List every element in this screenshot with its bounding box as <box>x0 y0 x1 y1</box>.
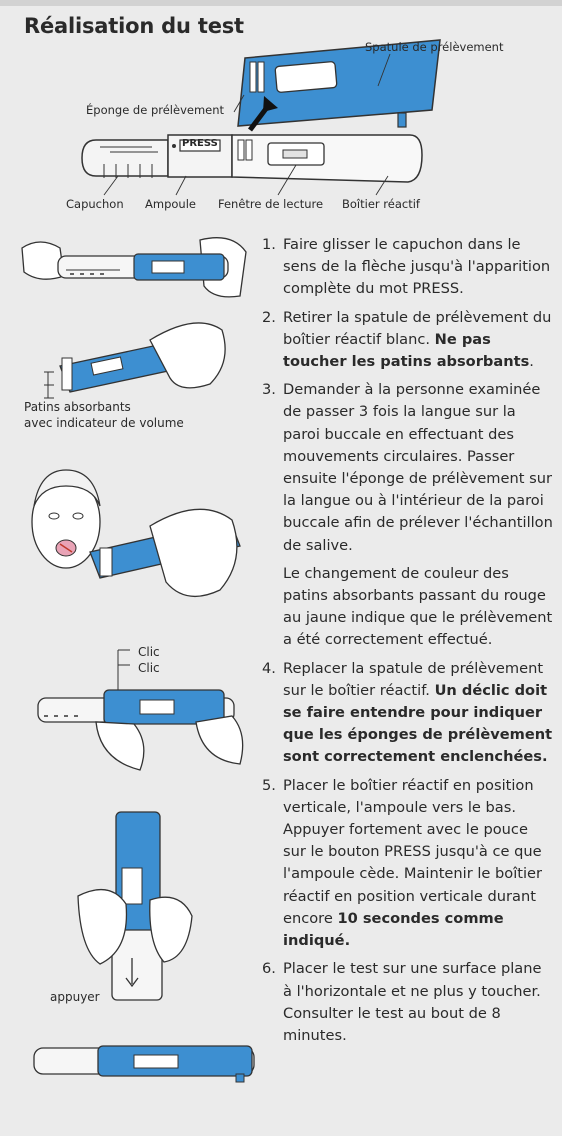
step-number: 1. <box>262 236 276 253</box>
label-fenetre: Fenêtre de lecture <box>218 197 324 211</box>
step-5 <box>262 775 554 953</box>
step2-illustration <box>44 323 225 398</box>
step-text: Faire glisser le capuchon dans le sens de la flèche jusqu'à l'apparition complète du mot PRESS. <box>283 236 551 298</box>
label-press: PRESS <box>182 138 218 149</box>
step-text: Retirer la spatule de prélèvement du boîtier réactif blanc. Ne pas toucher les patins absorbants. <box>283 308 552 371</box>
step-text: Replacer la spatule de prélèvement sur le boîtier réactif. Un déclic doit se faire entendre pour indiquer que les éponges de prélèvement sont correctement enclenchées. <box>283 659 553 766</box>
step-1 <box>262 234 554 301</box>
step-number: 2. <box>262 308 276 326</box>
step-text: Placer le boîtier réactif en position verticale, l'ampoule vers le bas. Appuyer fortement avec le pouce sur le bouton PRESS jusqu'à ce que l'ampoule cède. Maintenir le boîtier réactif en position verticale durant encore 10 secondes comme indiqué. <box>283 776 543 950</box>
label-appuyer: appuyer <box>50 990 100 1004</box>
step3-illustration <box>32 470 240 596</box>
step6-illustration <box>34 1046 254 1082</box>
step-number: 3. <box>262 381 276 399</box>
step-6 <box>262 958 554 1047</box>
step-illustrations <box>0 0 262 1136</box>
label-capuchon: Capuchon <box>66 197 124 211</box>
step-text: Placer le test sur une surface plane à l'horizontale et ne plus y toucher. Consulter le test au bout de 8 minutes. <box>283 960 542 1044</box>
label-clic-2: Clic <box>138 661 160 675</box>
step5-illustration <box>78 812 192 1000</box>
label-spatule: Spatule de prélèvement <box>365 40 504 54</box>
page-title: Réalisation du test <box>24 14 244 38</box>
steps-list <box>262 234 554 1053</box>
label-ampoule: Ampoule <box>145 197 196 211</box>
label-patins-2: avec indicateur de volume <box>24 416 184 430</box>
step-3-note: Le changement de couleur des patins absorbants passant du rouge au jaune indique que le prélèvement a été correctement effectué. <box>283 564 553 649</box>
step-text: Demander à la personne examinée de passer 3 fois la langue sur la paroi buccale en effectuant des mouvements circulaires. Passer ensuite l'éponge de prélèvement sur la langue ou à l'intérieur de la paroi buccale afin de prélever l'échantillon de salive. <box>283 381 553 554</box>
step-number: 5. <box>262 776 276 794</box>
step-4 <box>262 658 554 769</box>
label-patins-1: Patins absorbants <box>24 400 131 414</box>
label-boitier: Boîtier réactif <box>342 197 420 211</box>
step1-illustration <box>22 238 246 297</box>
step-number: 4. <box>262 659 276 677</box>
label-eponge: Éponge de prélèvement <box>86 103 225 117</box>
label-clic-1: Clic <box>138 645 160 659</box>
step-3 <box>262 379 554 557</box>
step-number: 6. <box>262 960 276 978</box>
step-2 <box>262 307 554 374</box>
